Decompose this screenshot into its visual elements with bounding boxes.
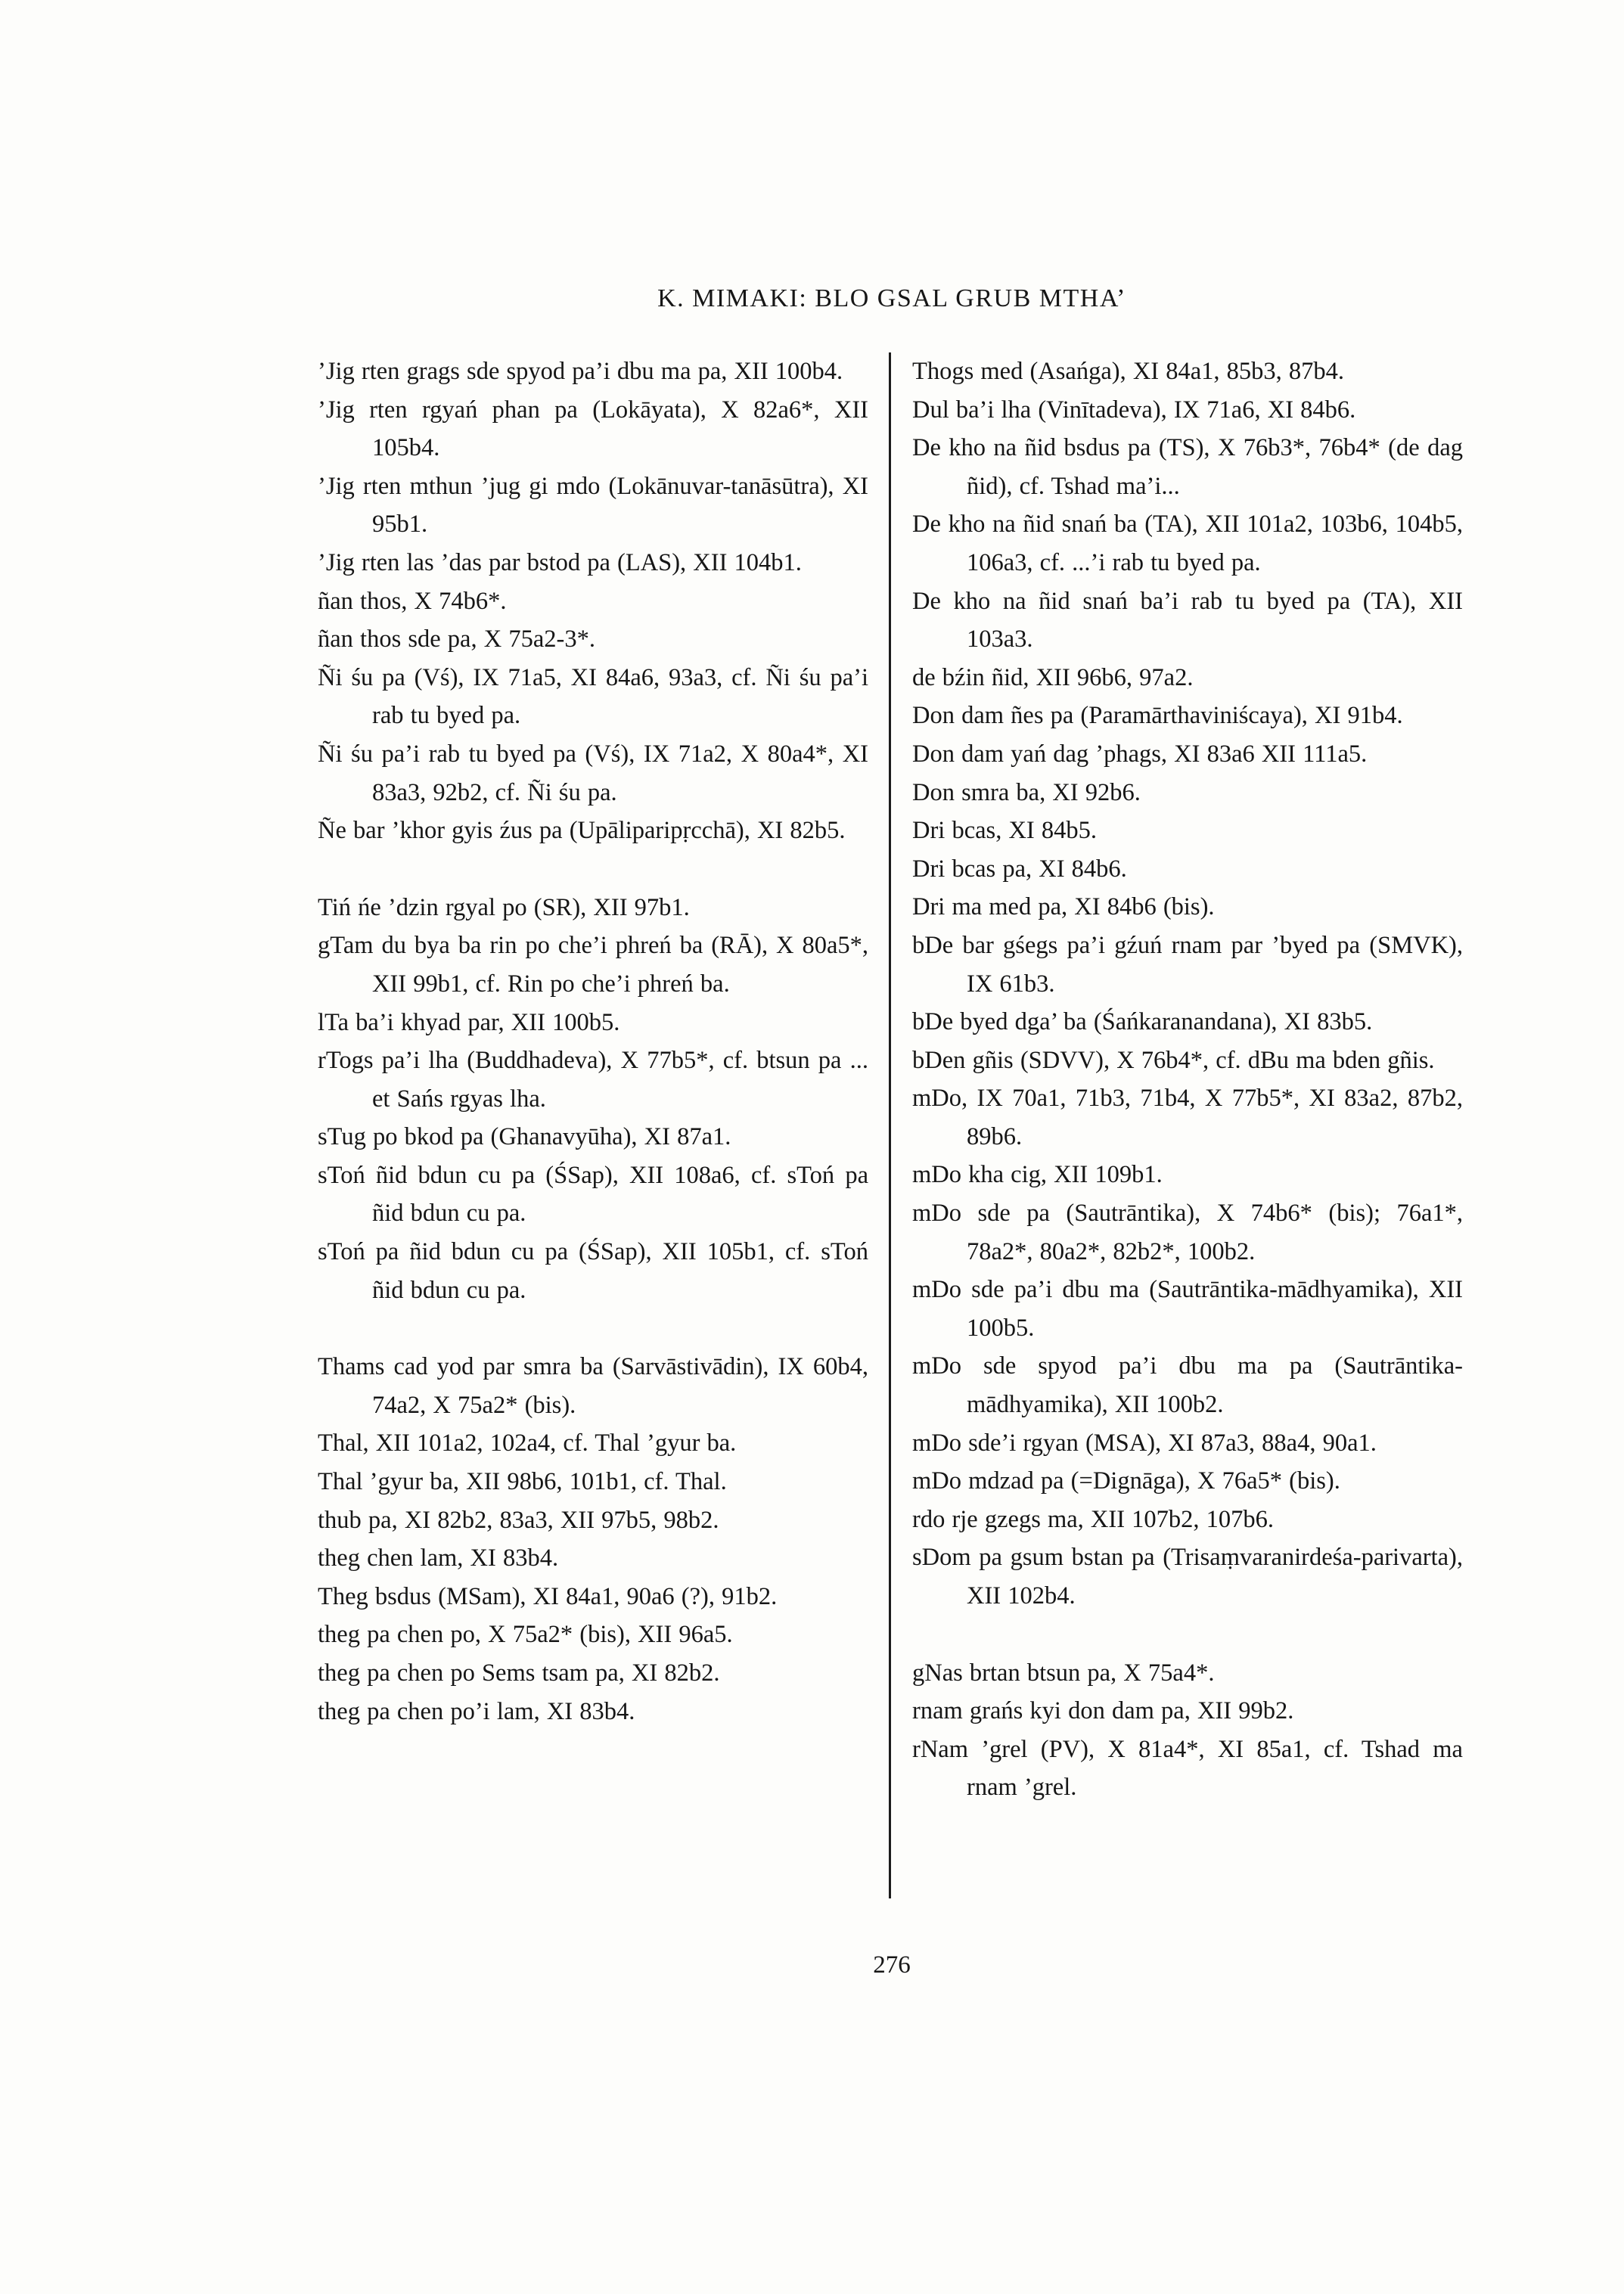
index-entry: Don smra ba, XI 92b6. bbox=[912, 778, 1141, 806]
index-entry: Ñi śu pa (Vś), IX 71a5, XI 84a6, 93a3, cf. Ñi śu pa’i rab tu byed pa. bbox=[318, 663, 868, 730]
index-entry: gTam du bya ba rin po che’i phreń ba (RĀ), X 80a5*, XII 99b1, cf. Rin po che’i phreń ba. bbox=[318, 932, 868, 998]
index-entry: sToń pa ñid bdun cu pa (ŚSap), XII 105b1, cf. sToń ñid bdun cu pa. bbox=[318, 1238, 868, 1304]
index-entry: ñan thos, X 74b6*. bbox=[318, 587, 507, 615]
running-header: K. MIMAKI: BLO GSAL GRUB MTHA’ bbox=[657, 284, 1126, 312]
index-entry: bDe byed dga’ ba (Śańkaranandana), XI 83b5. bbox=[912, 1008, 1373, 1036]
index-entry: ’Jig rten las ’das par bstod pa (LAS), XII 104b1. bbox=[318, 548, 802, 576]
index-entry: Thal ’gyur ba, XII 98b6, 101b1, cf. Thal. bbox=[318, 1468, 727, 1496]
index-entry: Dri ma med pa, XI 84b6 (bis). bbox=[912, 893, 1215, 921]
index-entry: bDe bar gśegs pa’i gźuń rnam par ’byed pa (SMVK), IX 61b3. bbox=[912, 931, 1463, 998]
index-entry: Tiń ńe ’dzin rgyal po (SR), XII 97b1. bbox=[318, 893, 690, 921]
index-entry: lTa ba’i khyad par, XII 100b5. bbox=[318, 1008, 620, 1036]
index-entry: Thal, XII 101a2, 102a4, cf. Thal ’gyur ba. bbox=[318, 1429, 737, 1457]
column-divider-rule bbox=[889, 352, 891, 1898]
index-entry: Ñi śu pa’i rab tu byed pa (Vś), IX 71a2, X 80a4*, XI 83a3, 92b2, cf. Ñi śu pa. bbox=[318, 740, 868, 806]
index-entry: bDen gñis (SDVV), X 76b4*, cf. dBu ma bden gñis. bbox=[912, 1046, 1435, 1074]
index-entry: rTogs pa’i lha (Buddhadeva), X 77b5*, cf. btsun pa ... et Sańs rgyas lha. bbox=[318, 1047, 868, 1113]
index-entry: de bźin ñid, XII 96b6, 97a2. bbox=[912, 663, 1194, 691]
index-entry: rnam grańs kyi don dam pa, XII 99b2. bbox=[912, 1697, 1294, 1725]
index-entry: mDo sde’i rgyan (MSA), XI 87a3, 88a4, 90a1. bbox=[912, 1429, 1377, 1457]
index-entry: ’Jig rten rgyań phan pa (Lokāyata), X 82a6*, XII 105b4. bbox=[318, 396, 868, 462]
index-columns bbox=[318, 352, 1466, 1898]
index-entry: mDo sde pa (Sautrāntika), X 74b6* (bis); 76a1*, 78a2*, 80a2*, 82b2*, 100b2. bbox=[912, 1200, 1463, 1265]
index-entry: mDo mdzad pa (=Dignāga), X 76a5* (bis). bbox=[912, 1467, 1340, 1495]
index-entry: ñan thos sde pa, X 75a2-3*. bbox=[318, 625, 595, 653]
right-column bbox=[912, 352, 1463, 1807]
index-entry: Dri bcas pa, XI 84b6. bbox=[912, 855, 1127, 883]
index-entry: sTug po bkod pa (Ghanavyūha), XI 87a1. bbox=[318, 1123, 731, 1151]
index-entry: De kho na ñid bsdus pa (TS), X 76b3*, 76b4* (de dag ñid), cf. Tshad ma’i... bbox=[912, 434, 1463, 500]
index-entry: theg pa chen po, X 75a2* (bis), XII 96a5. bbox=[318, 1621, 733, 1649]
index-entry: mDo, IX 70a1, 71b3, 71b4, X 77b5*, XI 83a2, 87b2, 89b6. bbox=[912, 1085, 1463, 1150]
index-entry: Dri bcas, XI 84b5. bbox=[912, 817, 1097, 845]
index-entry: sToń ñid bdun cu pa (ŚSap), XII 108a6, cf. sToń pa ñid bdun cu pa. bbox=[318, 1161, 868, 1228]
index-entry: rNam ’grel (PV), X 81a4*, XI 85a1, cf. Tshad ma rnam ’grel. bbox=[912, 1735, 1463, 1802]
index-entry: ’Jig rten grags sde spyod pa’i dbu ma pa, XII 100b4. bbox=[318, 358, 843, 385]
index-entry: rdo rje gzegs ma, XII 107b2, 107b6. bbox=[912, 1505, 1275, 1533]
index-entry: Theg bsdus (MSam), XI 84a1, 90a6 (?), 91b2. bbox=[318, 1582, 778, 1610]
index-entry: mDo sde spyod pa’i dbu ma pa (Sautrāntika-mādhyamika), XII 100b2. bbox=[912, 1352, 1463, 1419]
index-entry: ’Jig rten mthun ’jug gi mdo (Lokānuvar-tanāsūtra), XI 95b1. bbox=[318, 472, 868, 539]
index-entry: Ñe bar ’khor gyis źus pa (Upāliparipṛcchā), XI 82b5. bbox=[318, 817, 846, 845]
index-entry: theg pa chen po Sems tsam pa, XI 82b2. bbox=[318, 1659, 720, 1687]
index-entry: thub pa, XI 82b2, 83a3, XII 97b5, 98b2. bbox=[318, 1506, 719, 1534]
index-entry: Don dam yań dag ’phags, XI 83a6 XII 111a5. bbox=[912, 740, 1368, 768]
index-entry: De kho na ñid snań ba’i rab tu byed pa (TA), XII 103a3. bbox=[912, 587, 1463, 653]
page-number: 276 bbox=[873, 1951, 911, 1979]
index-entry: Thogs med (Asańga), XI 84a1, 85b3, 87b4. bbox=[912, 358, 1345, 385]
index-entry: mDo sde pa’i dbu ma (Sautrāntika-mādhyamika), XII 100b5. bbox=[912, 1276, 1463, 1342]
index-entry: gNas brtan btsun pa, X 75a4*. bbox=[912, 1659, 1215, 1687]
index-entry: mDo kha cig, XII 109b1. bbox=[912, 1161, 1163, 1189]
index-entry: Don dam ñes pa (Paramārthaviniścaya), XI 91b4. bbox=[912, 702, 1403, 730]
index-entry: Thams cad yod par smra ba (Sarvāstivādin), IX 60b4, 74a2, X 75a2* (bis). bbox=[318, 1353, 868, 1419]
index-entry: theg chen lam, XI 83b4. bbox=[318, 1544, 559, 1572]
index-entry: sDom pa gsum bstan pa (Trisaṃvaranirdeśa-parivarta), XII 102b4. bbox=[912, 1544, 1463, 1610]
index-entry: De kho na ñid snań ba (TA), XII 101a2, 103b6, 104b5, 106a3, cf. ...’i rab tu byed pa. bbox=[912, 511, 1463, 576]
index-entry: theg pa chen po’i lam, XI 83b4. bbox=[318, 1697, 635, 1725]
index-entry: Dul ba’i lha (Vinītadeva), IX 71a6, XI 84b6. bbox=[912, 396, 1356, 424]
left-column bbox=[318, 352, 868, 1731]
